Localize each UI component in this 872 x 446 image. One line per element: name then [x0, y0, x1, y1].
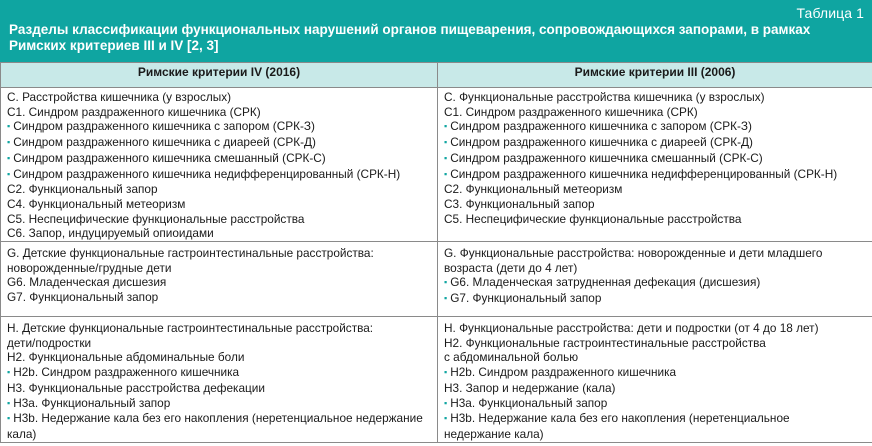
- cell-rome-iv-section-g: [1, 242, 438, 317]
- list-item: [444, 336, 866, 351]
- list-item-text: G6. Младенческая затрудненная дефекация (дисшезия): [450, 275, 761, 290]
- bullet-icon: ▪: [444, 277, 448, 288]
- list-item: [7, 290, 431, 305]
- cell-rome-iii-section-h: [438, 317, 872, 443]
- list-item-text: H2. Функциональные гастроинтестинальные расстройства: [444, 335, 766, 350]
- list-item-text: Синдром раздраженного кишечника смешанный (СРК-С): [13, 150, 326, 165]
- list-item-text: Синдром раздраженного кишечника с запором (СРК-З): [450, 119, 752, 134]
- list-item-text: Синдром раздраженного кишечника смешанный (СРК-С): [450, 150, 763, 165]
- table-header-bar: [0, 0, 872, 62]
- list-item-text: H2b. Синдром раздраженного кишечника: [450, 365, 677, 380]
- list-item: [444, 381, 866, 396]
- bullet-icon: ▪: [444, 293, 448, 304]
- list-item: [444, 212, 866, 227]
- bullet-list-item: [444, 275, 866, 291]
- list-item-text: Синдром раздраженного кишечника с запором (СРК-З): [13, 119, 315, 134]
- column-header-rome-iii: Римские критерии III (2006): [438, 63, 872, 88]
- list-item-text: C4. Функциональный метеоризм: [7, 196, 186, 211]
- list-item-text: H3. Функциональные расстройства дефекации: [7, 380, 265, 395]
- list-item-text: C1. Синдром раздраженного кишечника (СРК): [444, 104, 698, 119]
- cell-rome-iv-section-c: [1, 88, 438, 242]
- cell-rome-iii-section-g: [438, 242, 872, 317]
- table-number: Таблица 1: [796, 5, 864, 21]
- list-item: [444, 90, 866, 105]
- list-item-text: Синдром раздраженного кишечника с диареей (СРК-Д): [450, 135, 753, 150]
- list-item-text: H2b. Синдром раздраженного кишечника: [13, 365, 240, 380]
- bullet-list-item: [7, 167, 431, 183]
- bullet-icon: ▪: [444, 367, 448, 378]
- list-item: [444, 197, 866, 212]
- list-item-text: кала): [7, 426, 37, 441]
- bullet-list-item: [444, 365, 866, 381]
- cell-rome-iv-section-h: [1, 317, 438, 443]
- list-item: [7, 321, 431, 336]
- list-item-text: G6. Младенческая дисшезия: [7, 275, 167, 290]
- bullet-icon: ▪: [7, 397, 11, 408]
- list-item-text: H3a. Функциональный запор: [450, 395, 608, 410]
- list-item: [7, 381, 431, 396]
- bullet-list-item: [7, 151, 431, 167]
- cell-rome-iii-section-c: [438, 88, 872, 242]
- bullet-list-item: [7, 119, 431, 135]
- bullet-list-item: [7, 365, 431, 381]
- list-item-text: C1. Синдром раздраженного кишечника (СРК): [7, 104, 261, 119]
- bullet-icon: ▪: [7, 367, 11, 378]
- list-item-text: H3b. Недержание кала без его накопления (неретенциальное: [450, 411, 790, 426]
- list-item-text: H. Функциональные расстройства: дети и подростки (от 4 до 18 лет): [444, 321, 819, 336]
- list-item-text: H3. Запор и недержание (кала): [444, 380, 616, 395]
- bullet-list-item: [444, 119, 866, 135]
- list-item: [7, 336, 431, 351]
- list-item-text: C6. Запор, индуцируемый опиоидами: [7, 226, 214, 241]
- list-item: [7, 246, 431, 261]
- bullet-icon: ▪: [7, 137, 11, 148]
- list-item-text: недержание кала): [444, 426, 544, 441]
- list-item: [444, 350, 866, 365]
- list-item-text: новорожденные/грудные дети: [7, 260, 172, 275]
- list-item: [7, 105, 431, 120]
- classification-table: [0, 62, 872, 443]
- list-item-text: G. Детские функциональные гастроинтестинальные расстройства:: [7, 246, 374, 261]
- list-item-text: G7. Функциональный запор: [450, 291, 602, 306]
- list-item-text: C2. Функциональный запор: [7, 182, 158, 197]
- bullet-list-item: [444, 167, 866, 183]
- list-item-text: G. Функциональные расстройства: новорожденные и дети младшего: [444, 246, 823, 261]
- bullet-icon: ▪: [444, 397, 448, 408]
- list-item: [7, 212, 431, 227]
- list-item-text: с абдоминальной болью: [444, 350, 579, 365]
- bullet-list-item: [444, 396, 866, 412]
- list-item: [444, 321, 866, 336]
- list-item-text: H. Детские функциональные гастроинтестинальные расстройства:: [7, 321, 374, 336]
- list-item: [7, 90, 431, 105]
- bullet-list-item: [444, 411, 866, 427]
- column-header-rome-iv: Римские критерии IV (2016): [1, 63, 438, 88]
- bullet-icon: ▪: [444, 168, 448, 179]
- bullet-icon: ▪: [7, 152, 11, 163]
- list-item-text: G7. Функциональный запор: [7, 290, 159, 305]
- list-item-text: C3. Функциональный запор: [444, 196, 595, 211]
- bullet-list-item: [444, 151, 866, 167]
- list-item: [7, 275, 431, 290]
- bullet-icon: ▪: [7, 121, 11, 132]
- list-item-text: H3a. Функциональный запор: [13, 395, 171, 410]
- list-item: [7, 226, 431, 241]
- list-item-text: возраста (дети до 4 лет): [444, 260, 578, 275]
- list-item: [444, 246, 866, 261]
- bullet-icon: ▪: [7, 168, 11, 179]
- bullet-icon: ▪: [7, 413, 11, 424]
- list-item: [7, 427, 431, 442]
- list-item: [7, 197, 431, 212]
- list-item-text: H2. Функциональные абдоминальные боли: [7, 350, 245, 365]
- list-item-text: Синдром раздраженного кишечника недифференцированный (СРК-Н): [450, 166, 838, 181]
- list-item-text: Синдром раздраженного кишечника с диареей (СРК-Д): [13, 135, 316, 150]
- bullet-list-item: [7, 396, 431, 412]
- list-item-text: дети/подростки: [7, 335, 92, 350]
- bullet-icon: ▪: [444, 121, 448, 132]
- bullet-icon: ▪: [444, 137, 448, 148]
- bullet-list-item: [7, 135, 431, 151]
- bullet-list-item: [444, 135, 866, 151]
- list-item-text: C. Расстройства кишечника (у взрослых): [7, 90, 232, 104]
- list-item: [444, 427, 866, 442]
- list-item: [444, 105, 866, 120]
- table-title: Разделы классификации функциональных нарушений органов пищеварения, сопровождающихся запорами, в рамках Римских критериев III и IV [2, 3]: [9, 22, 811, 53]
- list-item-text: C5. Неспецифические функциональные расстройства: [444, 211, 742, 226]
- list-item: [7, 182, 431, 197]
- list-item-text: H3b. Недержание кала без его накопления (неретенциальное недержание: [13, 411, 423, 426]
- list-item-text: C5. Неспецифические функциональные расстройства: [7, 211, 305, 226]
- bullet-icon: ▪: [444, 152, 448, 163]
- list-item-text: C. Функциональные расстройства кишечника (у взрослых): [444, 90, 765, 104]
- bullet-icon: ▪: [444, 413, 448, 424]
- list-item: [444, 182, 866, 197]
- list-item-text: C2. Функциональный метеоризм: [444, 182, 623, 197]
- bullet-list-item: [444, 291, 866, 307]
- list-item: [7, 350, 431, 365]
- bullet-list-item: [7, 411, 431, 427]
- list-item-text: Синдром раздраженного кишечника недифференцированный (СРК-Н): [13, 166, 401, 181]
- list-item: [7, 261, 431, 276]
- list-item: [444, 261, 866, 276]
